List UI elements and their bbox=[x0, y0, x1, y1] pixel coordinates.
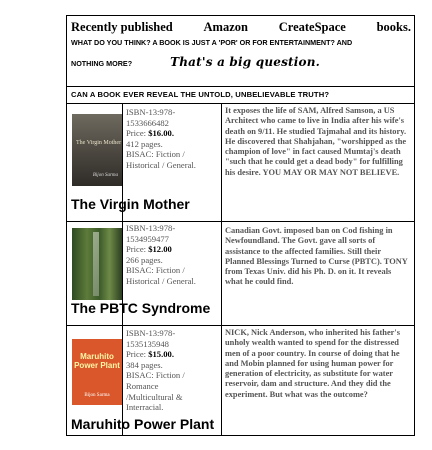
price-label: Price: bbox=[126, 128, 147, 139]
divider bbox=[67, 86, 414, 87]
cover-author: Bijon Sarma bbox=[92, 173, 118, 178]
price-line bbox=[126, 128, 208, 139]
row-divider bbox=[67, 221, 414, 222]
heading-word: books. bbox=[376, 20, 411, 34]
isbn: ISBN-13:978-1533666482 bbox=[126, 107, 176, 128]
book-description: Canadian Govt. imposed ban on Cod fishing in Newfoundland. The Govt. gave all sorts of assistance to the affected families. Still their Planned Blessings Turned to Curse (PBTC). TONY from Texas Univ. did his Ph. D. on it. It reveals what he could find. bbox=[225, 226, 408, 287]
row-divider bbox=[67, 325, 414, 326]
waterfall-shape bbox=[93, 232, 99, 296]
price-line bbox=[126, 349, 208, 360]
caption: CAN A BOOK EVER REVEAL THE UNTOLD, UNBELIEVABLE TRUTH? bbox=[71, 90, 330, 99]
book-description: NICK, Nick Anderson, who inherited his father's unholy wealth wanted to spend for the distressed men of a poor country. In course of doing that he and Mobin planned for using human power for generation of electricity, as substitute for water reservoir, dam and structure. And they did the experiment. But what was the outcome? bbox=[225, 328, 400, 399]
book-meta bbox=[126, 107, 208, 171]
cover-title: The Virgin Mother bbox=[76, 140, 122, 146]
price-label: Price: bbox=[126, 244, 147, 255]
column-divider bbox=[221, 103, 222, 435]
flyer-header bbox=[71, 19, 411, 69]
tagline: That's a big question. bbox=[170, 55, 321, 69]
book-title: The PBTC Syndrome bbox=[71, 300, 211, 316]
book-description: It exposes the life of SAM, Alfred Samson, a US Architect who came to live in India after his wife's death on 9/11. He studied Tajmahal and its history. He discovered that Shahjahan, "worshipped as the champion of love" in fact caused Mumtaj's death "such that he could get a dead body" for fulfilling his desire. YOU MAY OR MAY NOT BELIEVE. bbox=[225, 106, 407, 177]
cover-author: Bijon Sarma bbox=[84, 393, 110, 398]
question-line: WHAT DO YOU THINK? A BOOK IS JUST A 'POR' OR FOR ENTERTAINMENT? AND bbox=[71, 38, 353, 47]
heading-word: CreateSpace bbox=[278, 20, 346, 34]
book-cover-image bbox=[72, 228, 122, 300]
divider bbox=[67, 103, 414, 104]
book-title: Maruhito Power Plant bbox=[71, 416, 215, 432]
page-count: 384 pages. bbox=[126, 359, 163, 370]
heading-word: Recently published bbox=[71, 20, 173, 34]
heading bbox=[71, 19, 411, 36]
price-line bbox=[126, 244, 208, 255]
bisac: BISAC: Fiction / Historical / General. bbox=[126, 265, 196, 286]
price: $16.00. bbox=[148, 128, 174, 139]
book-meta bbox=[126, 223, 208, 287]
book-meta bbox=[126, 328, 208, 413]
price-label: Price: bbox=[126, 349, 147, 360]
page-count: 412 pages. bbox=[126, 138, 163, 149]
flyer-frame bbox=[66, 15, 415, 436]
isbn: ISBN-13:978-1535135948 bbox=[126, 328, 176, 349]
page-count: 266 pages. bbox=[126, 254, 163, 265]
book-title: The Virgin Mother bbox=[71, 196, 190, 212]
cover-title: Maruhito Power Plant bbox=[74, 352, 120, 370]
question-line: NOTHING MORE? bbox=[71, 59, 133, 68]
column-divider bbox=[122, 103, 123, 435]
price: $12.00 bbox=[148, 244, 172, 255]
isbn: ISBN-13:978-1534959477 bbox=[126, 223, 176, 244]
book-cover-image bbox=[72, 114, 122, 186]
book-cover-image bbox=[72, 339, 122, 405]
price: $15.00. bbox=[148, 349, 174, 360]
bisac: BISAC: Fiction / Romance /Multicultural & Interracial. bbox=[126, 370, 185, 413]
heading-word: Amazon bbox=[203, 20, 248, 34]
bisac: BISAC: Fiction / Historical / General. bbox=[126, 149, 196, 170]
